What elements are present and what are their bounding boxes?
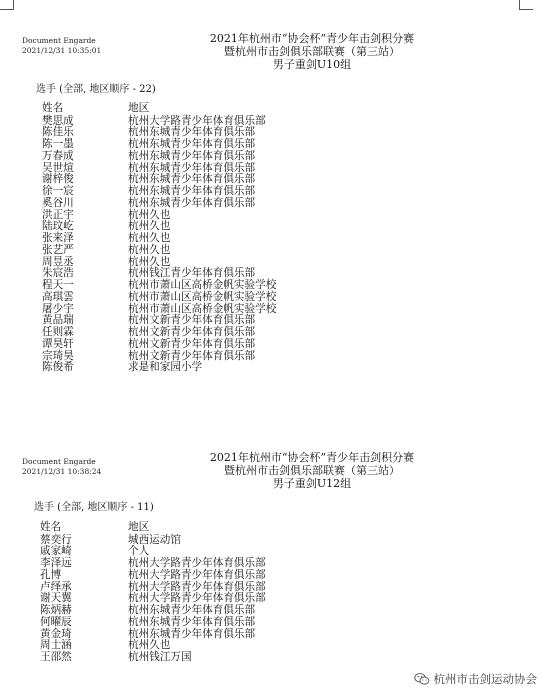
participant-region: 杭州文新青少年体育俱乐部 (128, 349, 256, 362)
table-row (40, 558, 360, 570)
participant-name: 陆玟屹 (42, 220, 74, 233)
participant-region: 杭州文新青少年体育俱乐部 (128, 337, 256, 350)
title-line-1: 2021年杭州市“协会杯”青少年击剑积分赛 (209, 32, 415, 45)
participant-region: 杭州久也 (128, 232, 171, 244)
participant-name: 任则霖 (42, 326, 74, 338)
participant-name: 黄金琦 (40, 627, 72, 640)
participant-name: 陈炳赫 (40, 604, 72, 616)
participant-name: 周士涵 (40, 639, 72, 652)
participant-region: 杭州久也 (128, 639, 171, 652)
column-header-name: 姓名 (42, 102, 64, 114)
doc-label: Document Engarde (22, 457, 96, 466)
participant-name: 程天一 (42, 279, 74, 291)
participant-name: 谢梓俊 (42, 173, 74, 186)
watermark (414, 671, 538, 687)
doc-timestamp: 2021/12/31 10:38:24 (22, 467, 102, 476)
participant-region: 杭州大学路青少年体育俱乐部 (128, 592, 266, 605)
table-row (40, 570, 360, 582)
title-line-1: 2021年杭州市“协会杯”青少年击剑积分赛 (209, 451, 415, 464)
participant-region: 杭州钱江青少年体育俱乐部 (128, 267, 256, 280)
participant-region: 杭州大学路青少年体育俱乐部 (128, 568, 266, 581)
participant-name: 张来泽 (42, 232, 74, 244)
doc-label: Document Engarde (22, 36, 96, 45)
title-line-2: 暨杭州市击剑俱乐部联赛（第三站） (224, 45, 400, 58)
participant-name: 张艺严 (42, 243, 74, 256)
participant-region: 杭州大学路青少年体育俱乐部 (128, 114, 266, 127)
participant-name: 奚谷川 (42, 196, 74, 209)
participant-region: 杭州东城青少年体育俱乐部 (128, 615, 256, 628)
participant-region: 杭州东城青少年体育俱乐部 (128, 138, 256, 150)
filter-summary: 选手 (全部, 地区顺序 - 22) (36, 84, 156, 95)
table-row (40, 629, 360, 641)
participant-name: 戚家崎 (40, 545, 72, 558)
wechat-icon (414, 672, 430, 686)
participant-region: 杭州东城青少年体育俱乐部 (128, 161, 256, 174)
participant-region: 杭州久也 (128, 208, 171, 221)
column-header-region: 地区 (128, 102, 150, 114)
title-line-3: 男子重剑U12组 (272, 477, 352, 490)
participant-region: 个人 (128, 545, 150, 558)
participant-region: 杭州文新青少年体育俱乐部 (128, 326, 256, 338)
participant-name: 陈佳乐 (42, 126, 74, 139)
table-row (40, 652, 360, 664)
participant-name: 谢天翼 (40, 592, 72, 605)
participant-name: 万春成 (42, 149, 74, 162)
table-row (40, 640, 360, 652)
participant-name: 何曜辰 (40, 615, 72, 628)
participant-region: 杭州东城青少年体育俱乐部 (128, 196, 256, 209)
participant-region: 杭州东城青少年体育俱乐部 (128, 149, 256, 162)
participant-name: 徐一宸 (42, 185, 74, 197)
table-row (40, 605, 360, 617)
participant-region: 杭州市萧山区高桥金帆实验学校 (128, 302, 277, 315)
participant-region: 求是和家园小学 (128, 361, 203, 374)
participant-name: 陈俊希 (42, 361, 74, 374)
participant-region: 城西运动馆 (128, 533, 181, 546)
participant-region: 杭州久也 (128, 220, 171, 233)
participant-region: 杭州东城青少年体育俱乐部 (128, 173, 256, 186)
table-row (40, 617, 360, 629)
table-row (40, 535, 360, 547)
participant-name: 樊思成 (42, 114, 74, 127)
event-title (120, 451, 504, 490)
participant-name: 朱宸浩 (42, 267, 74, 280)
participant-name: 王邵然 (40, 651, 72, 663)
participant-name: 高琪雲 (42, 290, 74, 303)
participant-region: 杭州文新青少年体育俱乐部 (128, 314, 256, 327)
participant-name: 卢绎承 (40, 580, 72, 593)
participant-region: 杭州东城青少年体育俱乐部 (128, 126, 256, 139)
participant-region: 杭州东城青少年体育俱乐部 (128, 604, 256, 616)
participant-name: 孔博 (40, 568, 62, 581)
column-header-name: 姓名 (40, 521, 62, 533)
participant-region: 杭州东城青少年体育俱乐部 (128, 627, 256, 640)
participant-name: 陈一墨 (42, 138, 74, 150)
participant-name: 蔡奕行 (40, 533, 72, 546)
participant-name: 谭昊轩 (42, 337, 74, 350)
participant-region: 杭州东城青少年体育俱乐部 (128, 185, 256, 197)
table-header (40, 522, 340, 534)
participant-region: 杭州市萧山区高桥金帆实验学校 (128, 279, 277, 291)
participant-region: 杭州市萧山区高桥金帆实验学校 (128, 290, 277, 303)
participant-name: 李泽远 (40, 557, 72, 569)
doc-timestamp: 2021/12/31 10:35:01 (22, 46, 102, 55)
participant-name: 黄品瑞 (42, 314, 74, 327)
filter-summary: 选手 (全部, 地区顺序 - 11) (34, 502, 154, 513)
participant-region: 杭州久也 (128, 255, 171, 268)
participant-name: 洪正宇 (42, 208, 74, 221)
participant-region: 杭州大学路青少年体育俱乐部 (128, 580, 266, 593)
title-line-3: 男子重剑U10组 (272, 58, 352, 71)
participant-name: 屠少宇 (42, 302, 74, 315)
doc-meta (22, 457, 101, 477)
participant-region: 杭州钱江万国 (128, 651, 192, 663)
watermark-text: 杭州市击剑运动协会 (433, 672, 537, 686)
participant-name: 宗琦昊 (42, 349, 74, 362)
participant-region: 杭州大学路青少年体育俱乐部 (128, 557, 266, 569)
participant-name: 周昱丞 (42, 255, 74, 268)
participant-region: 杭州久也 (128, 243, 171, 256)
column-header-region: 地区 (128, 521, 150, 533)
title-line-2: 暨杭州市击剑俱乐部联赛（第三站） (224, 464, 400, 477)
participant-name: 吴世煊 (42, 161, 74, 174)
